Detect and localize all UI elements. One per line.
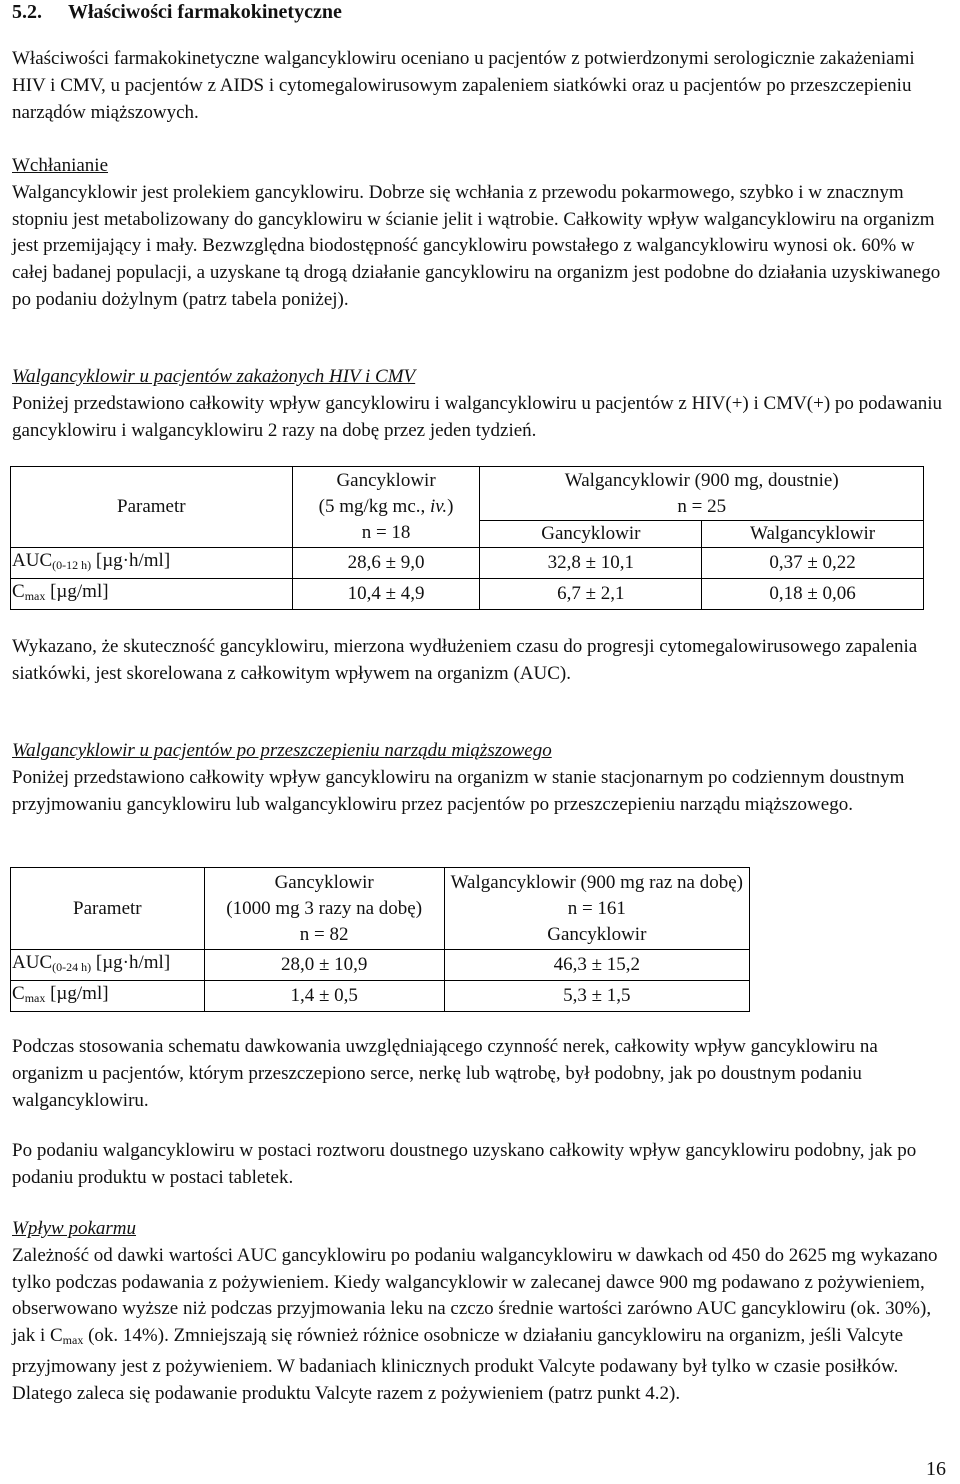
table-row [11,579,924,610]
intro-paragraph: Właściwości farmakokinetyczne walgancyklowiru oceniano u pacjentów z potwierdzonymi serologicznie zakażeniami HIV i CMV, u pacjentów z AIDS i cytomegalowirusowym zapaleniem siatkówki oraz u pacjentów po przeszczepieniu narządów miąższowych. [12,48,915,123]
table-row [11,981,750,1012]
row-label: $C_{max}$ [µg/ml] [11,981,205,1012]
solution-paragraph: Po podaniu walgancyklowiru w postaci roztworu doustnego uzyskano całkowity wpływ gancyklowiru podobny, jak po podaniu produktu w postaci tabletek. [12,1140,917,1188]
table-cell: 1,4 ± 0,5 [204,981,444,1012]
absorption-heading: Wchłanianie [12,155,109,176]
hiv-section [12,364,950,444]
absorption-block [12,153,950,314]
table-subheader-ganciclovir: Gancyklowir [480,521,702,548]
table-cell: 0,37 ± 0,22 [702,548,924,579]
table-row [11,950,750,981]
hiv-heading: Walgancyklowir u pacjentów zakażonych HIV i CMV [12,366,416,387]
table-cell: 5,3 ± 1,5 [444,981,749,1012]
table-cell: 10,4 ± 4,9 [292,579,480,610]
food-text: Zależność od dawki wartości AUC gancyklowiru po podaniu walgancyklowiru w dawkach od 450 do 2625 mg wykazano tylko podczas podawania z pożywieniem. Kiedy walgancyklowir w zalecanej dawce 900 mg podawano z pożywieniem, obserwowano wyższe niż podczas przyjmowania leku na czczo średnie wartości zarówno AUC gancyklowiru (ok. 30%), jak i $C_{max}$ (ok. 14%). Zmniejszają się również różnice osobnicze w działaniu gancyklowiru na organizm, jeśli Valcyte przyjmowany jest z pożywieniem. W badaniach klinicznych produkt Valcyte podawany był tylko w czasie posiłków. Dlatego zaleca się podawanie produktu Valcyte razem z pożywieniem (patrz punkt 4.2). [12,1244,938,1404]
table-cell: 32,8 ± 10,1 [480,548,702,579]
section-number: 5.2. [12,1,42,23]
dosing-paragraph: Podczas stosowania schematu dawkowania uwzględniającego czynność nerek, całkowity wpływ gancyklowiru na organizm u pacjentów, którym przeszczepiono serce, nerkę lub wątrobę, był podobny, jak po doustnym podaniu walgancyklowiru. [12,1036,878,1111]
transplant-text: Poniżej przedstawiono całkowity wpływ gancyklowiru na organizm w stanie stacjonarnym po codziennym doustnym przyjmowaniu gancyklowiru lub walgancyklowiru przez pacjentów po przeszczepieniu narządu miąższowego. [12,766,905,815]
efficacy-paragraph: Wykazano, że skuteczność gancyklowiru, mierzona wydłużeniem czasu do progresji cytomegalowirusowego zapalenia siatkówki, jest skorelowana z całkowitym wpływem na organizm (AUC). [12,636,918,684]
transplant-heading: Walgancyklowir u pacjentów po przeszczepieniu narządu miąższowego [12,740,552,761]
table-cell: 28,0 ± 10,9 [204,950,444,981]
food-section [12,1216,950,1408]
table-cell: 0,18 ± 0,06 [702,579,924,610]
transplant-section [12,738,950,818]
table-cell: 46,3 ± 15,2 [444,950,749,981]
row-label: $C_{max}$ [µg/ml] [11,579,293,610]
section-heading [12,0,342,24]
table-subheader-valganciclovir: Walgancyklowir [702,521,924,548]
page-number: 16 [926,1458,946,1480]
table-header-valganciclovir: Walgancyklowir (900 mg raz na dobę) n = 161 Gancyklowir [444,868,749,950]
pk-table-transplant [10,867,750,1012]
section-title: Właściwości farmakokinetyczne [68,1,342,23]
absorption-text: Walgancyklowir jest prolekiem gancyklowiru. Dobrze się wchłania z przewodu pokarmowego, szybko i w znacznym stopniu jest metabolizowany do gancyklowiru w ścianie jelit i wątrobie. Całkowity wpływ walgancyklowiru na organizm jest przemijający i mały. Bezwzględna biodostępność gancyklowiru powstałego z walgancyklowiru wynosi ok. 60% w całej badanej populacji, a uzyskane tą drogą działanie gancyklowiru na organizm jest podobne do działania uzyskiwanego po podaniu dożylnym (patrz tabela poniżej). [12,181,941,310]
row-label: $AUC_{(0-12 h)}$ [µg·h/ml] [11,548,293,579]
table-cell: 28,6 ± 9,0 [292,548,480,579]
table-header-valganciclovir: Walgancyklowir (900 mg, doustnie) n = 25 [480,467,924,521]
hiv-text: Poniżej przedstawiono całkowity wpływ gancyklowiru i walgancyklowiru u pacjentów z HIV(+) i CMV(+) po podawaniu gancyklowiru i walgancyklowiru 2 razy na dobę przez jeden tydzień. [12,392,943,441]
pk-table-hiv [10,466,924,610]
table-header-ganciclovir-iv: Gancyklowir (5 mg/kg mc., iv.) n = 18 [292,467,480,548]
table-header-parameter: Parametr [11,467,293,548]
row-label: $AUC_{(0-24 h)}$ [µg·h/ml] [11,950,205,981]
table-header-ganciclovir: Gancyklowir (1000 mg 3 razy na dobę) n = 82 [204,868,444,950]
food-heading: Wpływ pokarmu [12,1218,137,1239]
table-cell: 6,7 ± 2,1 [480,579,702,610]
table-row [11,548,924,579]
table-header-parameter: Parametr [11,868,205,950]
